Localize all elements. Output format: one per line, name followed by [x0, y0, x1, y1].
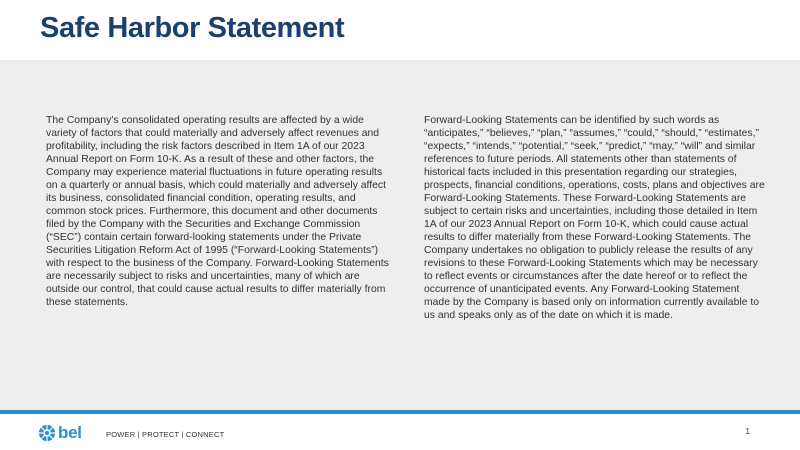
- left-paragraph: The Company’s consolidated operating results are affected by a wide variety of factors that could materially and adversely affect revenues and profitability, including the risk factors described in Item 1A of our 2023 Annual Report on Form 10-K. As a result of these and other factors, the Company may experience material fluctuations in future operating results on a quarterly or annual basis, which could materially and adversely affect its business, consolidated financial condition, operating results, and common stock prices. Furthermore, this document and other documents filed by the Company with the Securities and Exchange Commission (“SEC”) contain certain forward-looking statements under the Private Securities Litigation Reform Act of 1995 (“Forward-Looking Statements”) with respect to the business of the Company. Forward-Looking Statements are necessarily subject to risks and uncertainties, many of which are outside our control, that could cause actual results to differ materially from these statements.: [46, 115, 389, 308]
- bel-logo-mark-icon: [38, 424, 56, 442]
- slide-title: Safe Harbor Statement: [40, 12, 345, 44]
- left-column: [46, 114, 394, 309]
- right-paragraph: Forward-Looking Statements can be identified by such words as “anticipates,” “believes,” “plan,” “assumes,” “could,” “should,” “estimates,” “expects,” “intends,” “potential,” “seek,” “predict,” “may,” “will” and similar references to future periods. All statements other than statements of historical facts included in this presentation regarding our strategies, prospects, financial conditions, operations, costs, plans and objectives are Forward-Looking Statements. These Forward-Looking Statements are subject to certain risks and uncertainties, including those detailed in Item 1A of our 2023 Annual Report on Form 10-K, which could cause actual results to differ materially from these Forward-Looking Statements. The Company undertakes no obligation to publicly release the results of any revisions to these Forward-Looking Statements which may be necessary to reflect events or circumstances after the date hereof or to reflect the occurrence of unanticipated events. Any Forward-Looking Statement made by the Company is based only on information currently available to us and speaks only as of the date on which it is made.: [424, 115, 765, 321]
- bel-logo: [38, 424, 82, 442]
- logo-text: bel: [58, 423, 82, 442]
- tagline: POWER | PROTECT | CONNECT: [106, 430, 225, 439]
- content-panel: [0, 60, 800, 411]
- right-column: [424, 114, 768, 322]
- slide-header: [0, 0, 800, 60]
- page-number: 1: [745, 427, 750, 436]
- slide-footer: [0, 414, 800, 450]
